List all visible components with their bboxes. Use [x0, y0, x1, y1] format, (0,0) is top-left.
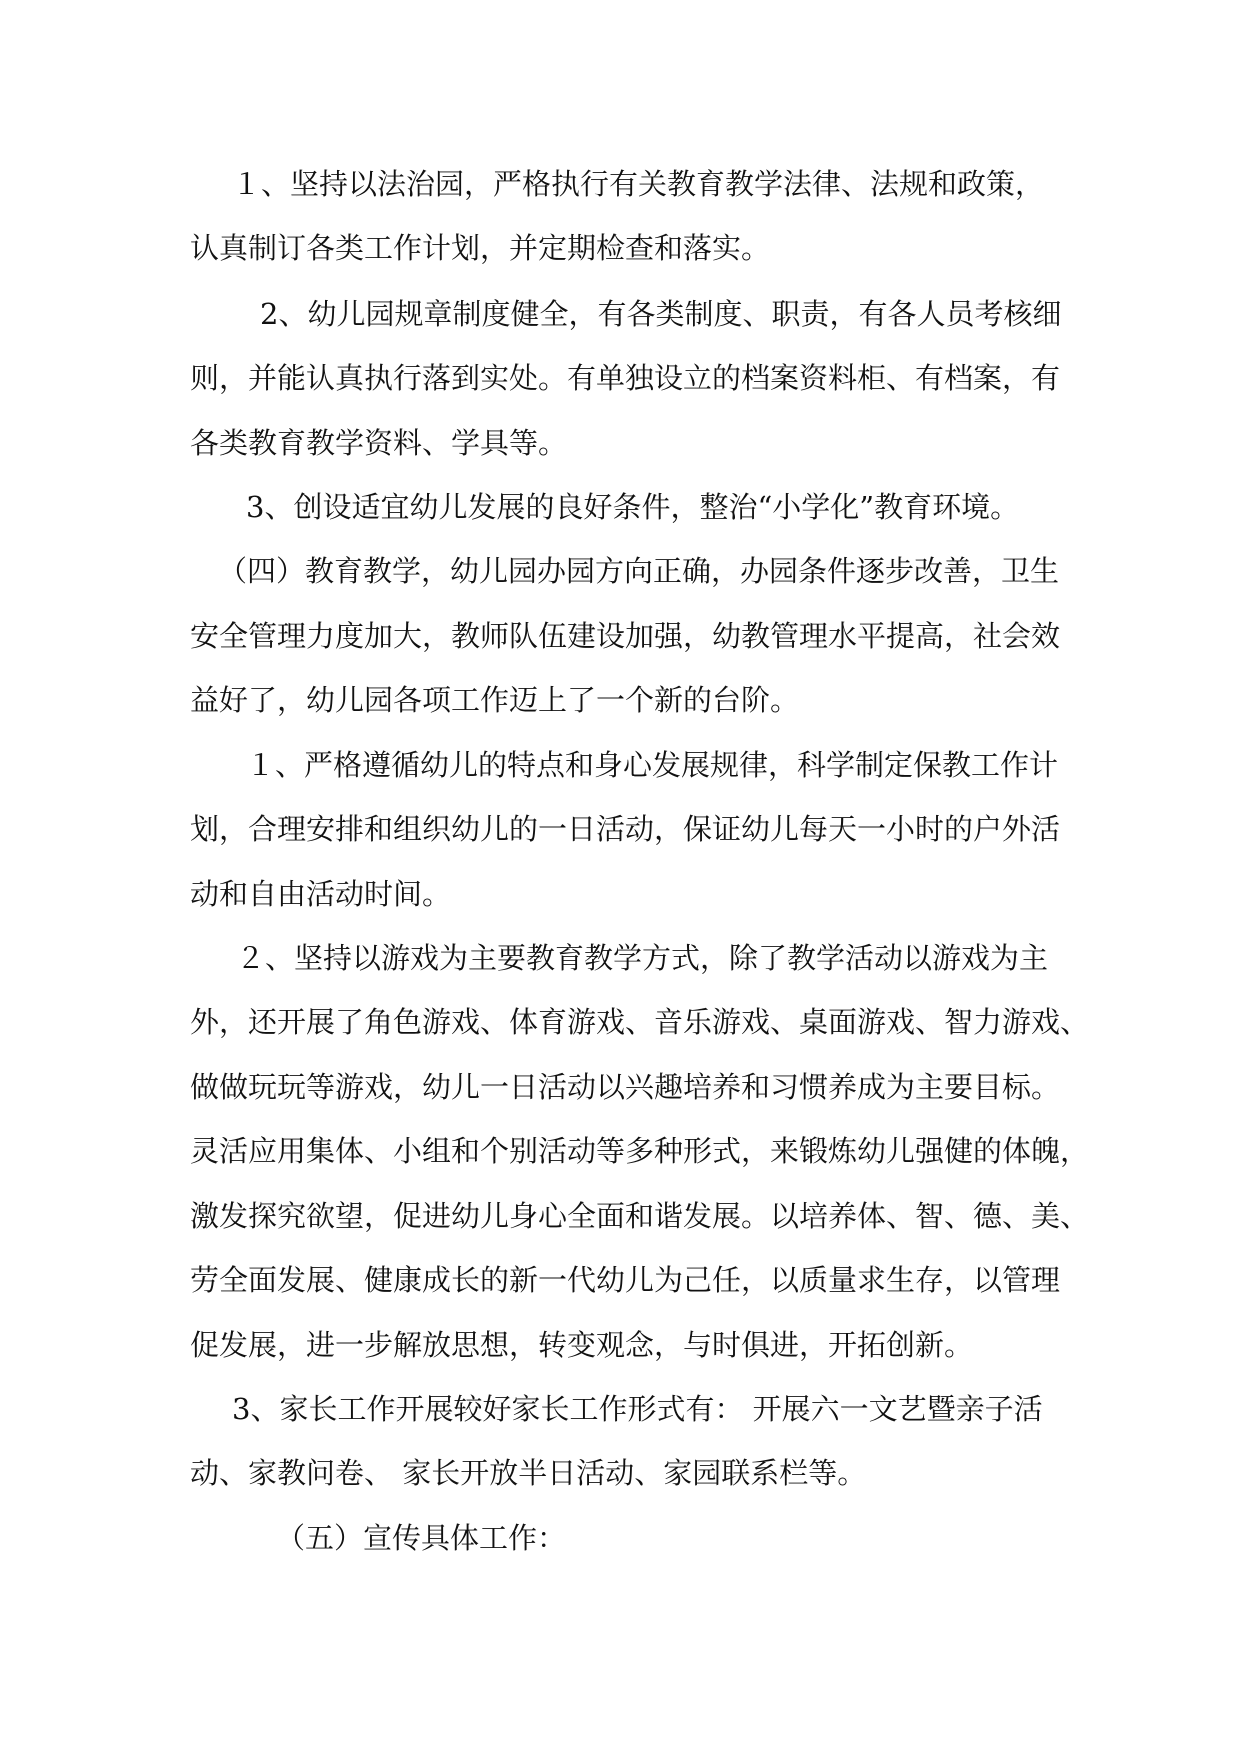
text-line: 认真制订各类工作计划，并定期检查和落实。 [190, 231, 771, 265]
text-line: 3、家长工作开展较好家长工作形式有： 开展六一文艺暨亲子活 [232, 1392, 1043, 1426]
section-heading: （五）宣传具体工作： [276, 1521, 567, 1555]
text-line: 外，还开展了角色游戏、体育游戏、音乐游戏、桌面游戏、智力游戏、 [190, 1005, 1090, 1039]
text-line: 则，并能认真执行落到实处。有单独设立的档案资料柜、有档案，有 [190, 361, 1061, 395]
text-line: ２、坚持以游戏为主要教育教学方式，除了教学活动以游戏为主 [236, 941, 1049, 975]
text-line: 安全管理力度加大，教师队伍建设加强，幼教管理水平提高，社会效 [190, 619, 1061, 653]
text-line: 促发展，进一步解放思想，转变观念，与时俱进，开拓创新。 [190, 1328, 974, 1362]
section-heading: （四）教育教学，幼儿园办园方向正确，办园条件逐步改善，卫生 [218, 554, 1060, 588]
text-line: 3、创设适宜幼儿发展的良好条件，整治“小学化”教育环境。 [246, 490, 1020, 524]
text-line: １、坚持以法治园，严格执行有关教育教学法律、法规和政策， [232, 167, 1045, 201]
text-line: 灵活应用集体、小组和个别活动等多种形式，来锻炼幼儿强健的体魄， [190, 1134, 1090, 1168]
text-line: 激发探究欲望，促进幼儿身心全面和谐发展。以培养体、智、德、美、 [190, 1199, 1090, 1233]
text-line: 做做玩玩等游戏，幼儿一日活动以兴趣培养和习惯养成为主要目标。 [190, 1070, 1061, 1104]
text-line: １、严格遵循幼儿的特点和身心发展规律，科学制定保教工作计 [246, 748, 1059, 782]
text-line: 劳全面发展、健康成长的新一代幼儿为己任，以质量求生存，以管理 [190, 1263, 1061, 1297]
text-line: 动、家教问卷、 家长开放半日活动、家园联系栏等。 [190, 1456, 867, 1490]
text-line: 动和自由活动时间。 [190, 877, 452, 911]
text-line: 各类教育教学资料、学具等。 [190, 426, 568, 460]
text-line: 益好了，幼儿园各项工作迈上了一个新的台阶。 [190, 683, 800, 717]
text-line: 2、幼儿园规章制度健全，有各类制度、职责，有各人员考核细 [260, 297, 1062, 331]
text-line: 划，合理安排和组织幼儿的一日活动，保证幼儿每天一小时的户外活 [190, 812, 1061, 846]
